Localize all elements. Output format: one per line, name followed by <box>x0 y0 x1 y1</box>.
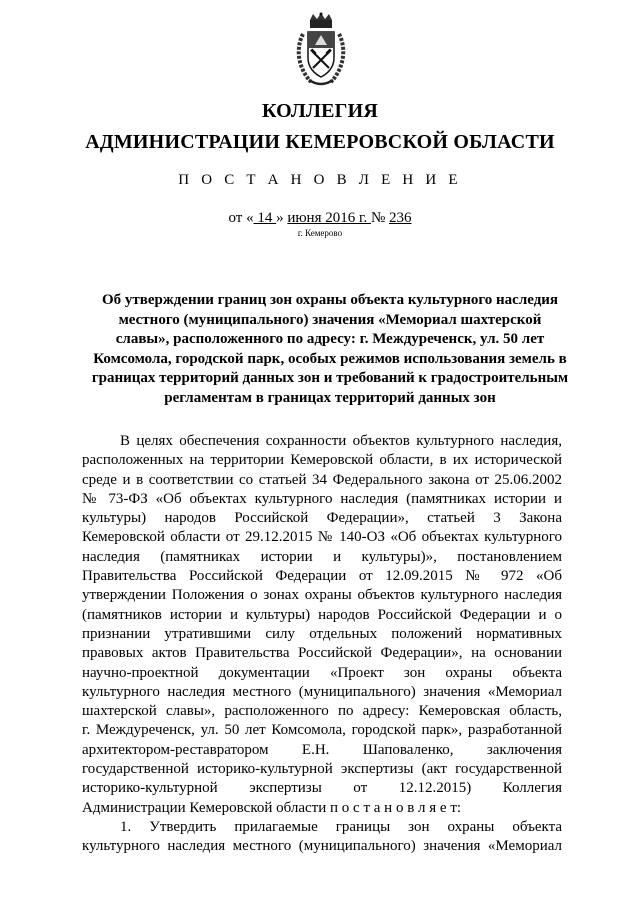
date-day: 14 <box>253 210 277 226</box>
body-line: культуры) народов Российской Федерации», статьей 3 Закона <box>82 510 562 527</box>
date-prefix: от « <box>228 210 254 226</box>
body-line: архитектором-реставратором Е.Н. Шаповаленко, заключения <box>82 741 562 758</box>
document-title <box>80 291 580 409</box>
body-line: Кемеровской области от 29.12.2015 № 140-ОЗ «Об объектах культурного <box>82 529 562 546</box>
body-line: государственной историко-культурной экспертизы (акт государственной <box>82 761 562 778</box>
title-line: границах территорий данных зон и требований к градостроительным <box>91 370 569 387</box>
document-number: 236 <box>389 210 412 226</box>
document-body <box>82 432 562 857</box>
body-line: наследия (памятниках истории и культуры)», постановлением <box>82 548 562 565</box>
body-line: среде и в соответствии со статьей 34 Федерального закона от 25.06.2002 <box>82 471 562 488</box>
body-line: В целях обеспечения сохранности объектов культурного наследия, <box>120 433 562 449</box>
coat-of-arms-emblem <box>293 12 349 90</box>
document-type: П О С Т А Н О В Л Е Н И Е <box>178 172 462 188</box>
title-line: Комсомола, городской парк, особых режимов использования земель в <box>93 350 567 367</box>
title-line: регламентам в границах территорий данных зон <box>164 389 496 406</box>
collegium-heading: КОЛЛЕГИЯ <box>261 100 379 122</box>
body-line: Администрации Кемеровской области п о с т а н о в л я е т: <box>82 799 462 816</box>
body-line: культурного наследия местного (муниципального) значения «Мемориал <box>82 683 562 700</box>
body-line: Правительства Российской Федерации от 12.09.2015 № 972 «Об <box>82 568 562 585</box>
title-line: славы», расположенного по адресу: г. Междуреченск, ул. 50 лет <box>115 331 545 348</box>
body-line: признании утратившими силу отдельных положений нормативных <box>82 625 562 642</box>
body-line: 1. Утвердить прилагаемые границы зон охраны объекта <box>120 818 562 835</box>
body-line: научно-проектной документации «Проект зон охраны объекта <box>82 664 562 681</box>
body-line: историко-культурной экспертизы от 12.12.2015) Коллегия <box>82 780 562 797</box>
body-line: расположенных на территории Кемеровской области, в их исторической <box>82 452 562 469</box>
date-month-year: июня 2016 г. <box>287 210 371 226</box>
number-prefix: № <box>370 210 390 226</box>
body-line: (памятников истории и культуры) народов Российской Федерации и о <box>82 606 562 623</box>
body-line: утверждении Положения о зонах охраны объектов культурного наследия <box>82 587 562 604</box>
date-quote: » <box>276 210 288 226</box>
body-line: шахтерской славы», расположенного по адресу: Кемеровская область, <box>82 703 562 720</box>
body-line: правовых актов Правительства Российской Федерации», на основании <box>82 645 562 662</box>
body-line: культурного наследия местного (муниципального) значения «Мемориал <box>82 838 562 855</box>
administration-heading: АДМИНИСТРАЦИИ КЕМЕРОВСКОЙ ОБЛАСТИ <box>85 131 555 153</box>
city-label: г. Кемерово <box>297 228 343 238</box>
body-line: № 73-ФЗ «Об объектах культурного наследия (памятниках истории и <box>82 490 562 507</box>
title-line: Об утверждении границ зон охраны объекта культурного наследия <box>101 292 559 308</box>
body-line: г. Междуреченск, ул. 50 лет Комсомола, городской парк», разработанной <box>82 722 562 739</box>
document-date-line <box>0 210 640 227</box>
title-line: местного (муниципального) значения «Мемориал шахтерской <box>118 311 542 328</box>
